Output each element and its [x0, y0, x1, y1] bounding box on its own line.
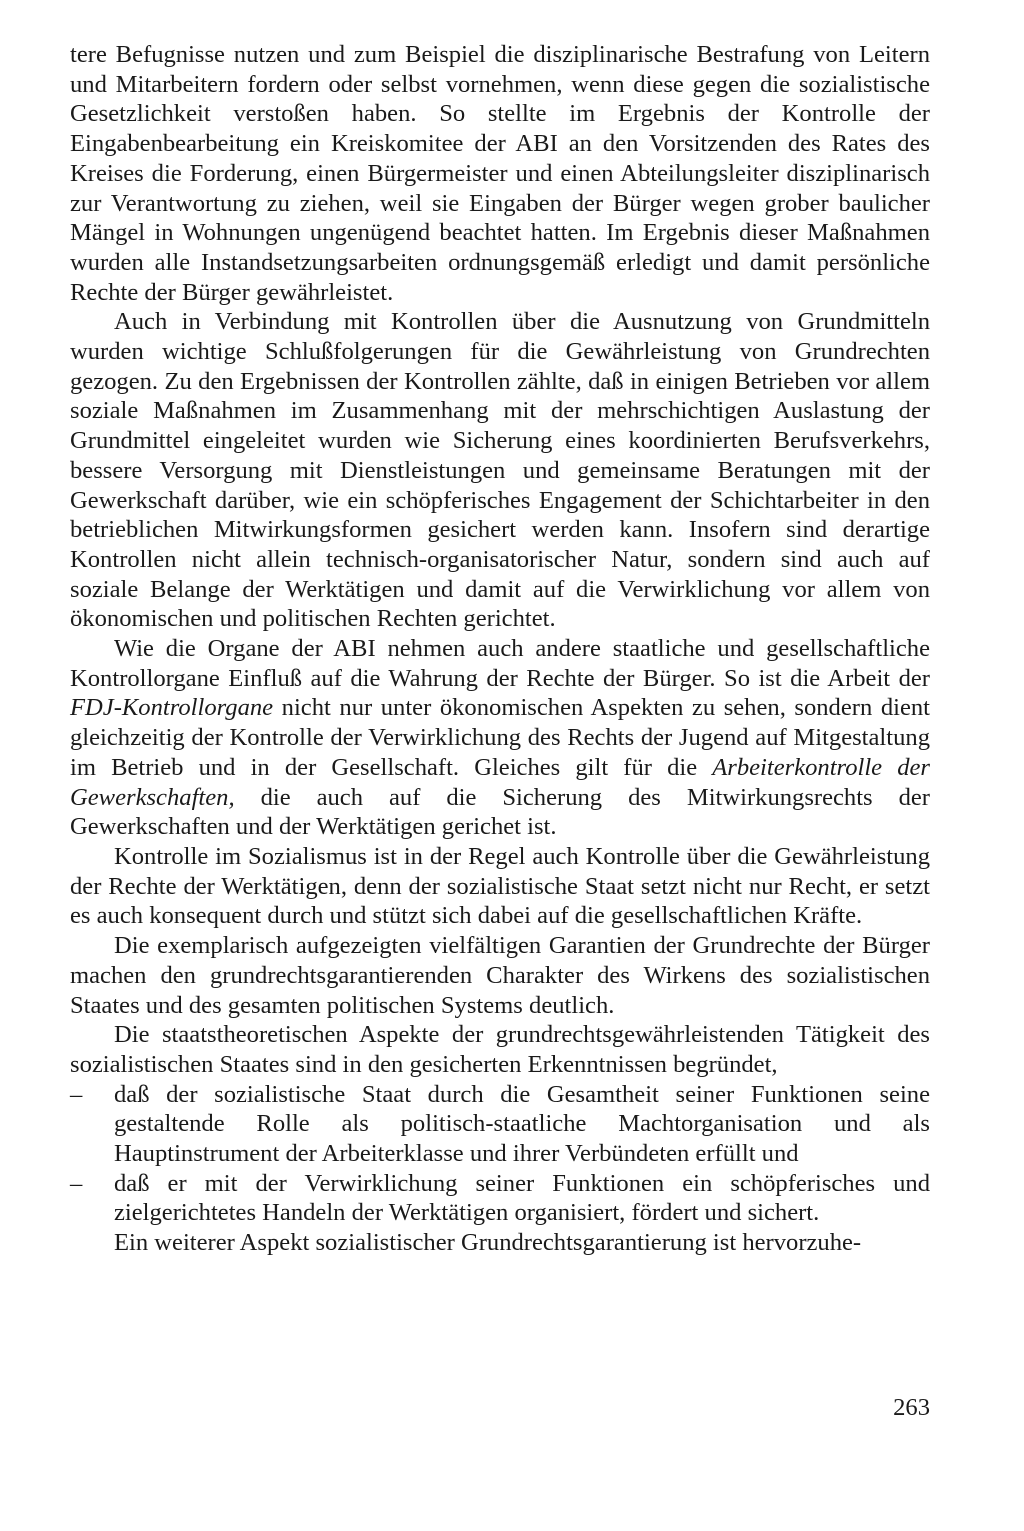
paragraph-4 — [70, 842, 930, 931]
dash-marker: – — [70, 1169, 83, 1197]
list-item-text: daß er mit der Verwirklichung seiner Funktionen ein schöpferisches und zielgerichtetes Handeln der Werktätigen organisiert, fördert und sichert. — [114, 1169, 930, 1227]
paragraph-text: nicht nur unter ökonomischen Aspekten zu sehen, sondern dient gleichzeitig der Kontrolle der Verwirklichung des Rechts der Jugend auf Mitgestaltung im Betrieb und in der Gesellschaft. Gleiches gilt für die — [70, 694, 930, 781]
paragraph-text: Die exemplarisch aufgezeigten vielfältigen Garantien der Grundrechte der Bürger machen den grundrechtsgarantierenden Charakter des Wirkens des sozialistischen Staates und des gesamten politischen Systems deutlich. — [70, 932, 930, 1019]
dash-marker: – — [70, 1080, 83, 1108]
page-number: 263 — [893, 1394, 930, 1421]
italic-term-fdj: FDJ-Kontrollorgane — [70, 694, 274, 722]
list-item — [70, 1080, 930, 1169]
paragraph-text: die auch auf die Sicherung des Mitwirkungsrechts der Gewerkschaften und der Werktätigen gerichet ist. — [70, 783, 930, 841]
paragraph-2 — [70, 307, 930, 634]
paragraph-text: Wie die Organe der ABI nehmen auch andere staatliche und gesellschaftliche Kontrollorgane Einfluß auf die Wahrung der Rechte der Bürger. So ist die Arbeit der — [70, 635, 930, 692]
paragraph-text: Auch in Verbindung mit Kontrollen über die Ausnutzung von Grundmitteln wurden wichtige Schlußfolgerungen für die Gewährleistung von Grundrechten gezogen. Zu den Ergebnissen der Kontrollen zählte, daß in einigen Betrieben vor allem soziale Maßnahmen im Zusammenhang mit der mehrschichtigen Auslastung der Grundmittel eingeleitet wurden wie Sicherung eines koordinierten Berufsverkehrs, bessere Versorgung mit Dienstleistungen und gemeinsame Beratungen mit der Gewerkschaft darüber, wie ein schöpferisches Engagement der Schichtarbeiter in den betrieblichen Mitwirkungsformen gesichert werden kann. Insofern sind derartige Kontrollen nicht allein technisch-organisatorischer Natur, sondern sind auch auf soziale Belange der Werktätigen und damit auf die Verwirklichung vor allem von ökonomischen und politischen Rechten gerichtet. — [70, 308, 930, 633]
paragraph-text: Ein weiterer Aspekt sozialistischer Grundrechtsgarantierung ist hervorzuhe- — [114, 1229, 862, 1257]
list-item-text: daß der sozialistische Staat durch die Gesamtheit seiner Funktionen seine gestaltende Rolle als politisch-staatliche Machtorganisation und als Hauptinstrument der Arbeiterklasse und ihrer Verbündeten erfüllt und — [114, 1080, 930, 1168]
document-page — [70, 40, 930, 1490]
paragraph-5 — [70, 931, 930, 1020]
paragraph-text: Kontrolle im Sozialismus ist in der Regel auch Kontrolle über die Gewährleistung der Rechte der Werktätigen, denn der sozialistische Staat setzt nicht nur Recht, er setzt es auch konsequent durch und stützt sich dabei auf die gesellschaftlichen Kräfte. — [70, 842, 930, 930]
paragraph-final — [70, 1228, 930, 1258]
dash-list — [70, 1080, 930, 1229]
paragraph-3 — [70, 634, 930, 842]
paragraph-text: Die staatstheoretischen Aspekte der grundrechtsgewährleistenden Tätigkeit des sozialistischen Staates sind in den gesicherten Erkenntnissen begründet, — [70, 1021, 930, 1078]
list-item — [70, 1169, 930, 1228]
paragraph-text: tere Befugnisse nutzen und zum Beispiel die disziplinarische Bestrafung von Leitern und Mitarbeitern fordern oder selbst vornehmen, wenn diese gegen die sozialistische Gesetzlichkeit verstoßen haben. So stellte im Ergebnis der Kontrolle der Eingabenbearbeitung ein Kreiskomitee der ABI an den Vorsitzenden des Rates des Kreises die Forderung, einen Bürgermeister und einen Abteilungsleiter disziplinarisch zur Verantwortung zu ziehen, weil sie Eingaben der Bürger wegen grober baulicher Mängel in Wohnungen ungenügend beachtet hatten. Im Ergebnis dieser Maßnahmen wurden alle Instandsetzungsarbeiten ordnungsgemäß erledigt und damit persönliche Rechte der Bürger gewährleistet. — [70, 41, 930, 306]
paragraph-6 — [70, 1020, 930, 1079]
paragraph-1 — [70, 40, 930, 307]
italic-term-arbeiterkontrolle: Arbeiterkontrolle der Gewerkschaften, — [70, 753, 930, 811]
